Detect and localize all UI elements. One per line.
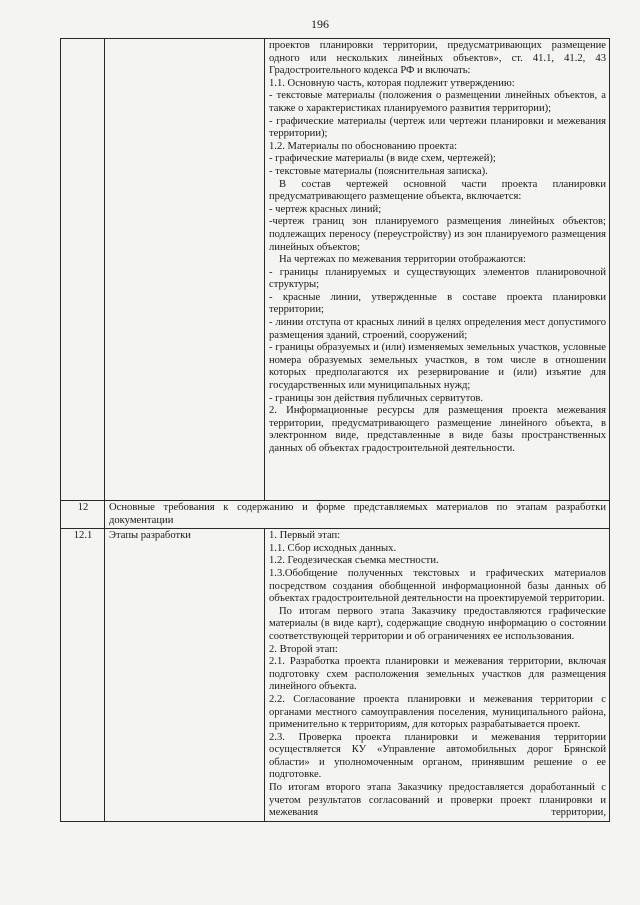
requirements-table [60, 38, 610, 822]
paragraph: - графические материалы (в виде схем, чертежей); [269, 153, 496, 165]
paragraph: 1.3.Обобщение полученных текстовых и графических материалов посредством создания обобщенной информационной базы данных об объектах градостроительной деятельности на проектируемой территории. [269, 567, 606, 605]
paragraph: - красные линии, утвержденные в составе проекта планировки территории; [269, 291, 606, 316]
paragraph: - границы планируемых и существующих элементов планировочной структуры; [269, 266, 606, 291]
paragraph: 1. Первый этап: [269, 530, 341, 542]
paragraph: 2. Второй этап: [269, 643, 338, 655]
row-number-cell: 12 [61, 501, 105, 529]
table-row-12-1 [61, 529, 610, 822]
paragraph: - границы образуемых и (или) изменяемых земельных участков, условные номера образуемых земельных участков, в том числе в отношении которых предполагаются их резервирование и (или) изъятие для государственных или муниципальных нужд; [269, 342, 606, 392]
paragraph: 2. Информационные ресурсы для размещения проекта межевания территории, предусматривающего размещение линейного объекта, в электронном виде, представленные в виде базы пространственных данных об объектах градостроительной деятельности. [269, 405, 606, 454]
row-content-cell [265, 529, 610, 822]
row-number-cell [61, 39, 105, 501]
paragraph: По итогам первого этапа Заказчику предоставляются графические материалы (в виде карт), содержащие сводную информацию о состоянии соответствующей территории и об ограничениях ее использования. [269, 605, 606, 642]
page-number: 196 [311, 17, 329, 31]
paragraph: 2.1. Разработка проекта планировки и межевания территории, включая подготовку схем расположения земельных участков для размещения линейного объекта. [269, 656, 606, 693]
paragraph: 1.1. Основную часть, которая подлежит утверждению: [269, 77, 515, 89]
paragraph: - графические материалы (чертеж или чертежи планировки и межевания территории); [269, 115, 606, 140]
paragraph: - текстовые материалы (пояснительная записка). [269, 165, 488, 177]
paragraph: В состав чертежей основной части проекта планировки предусматривающего размещение объекта, включается: [269, 178, 606, 203]
paragraph: 2.2. Согласование проекта планировки и межевания территории с органами местного самоуправления поселения, муниципального района, применительно к территориям, для которых разрабатывается проект. [269, 693, 606, 731]
paragraph: проектов планировки территории, предусматривающих размещение одного или нескольких линейных объектов», ст. 41.1, 41.2, 43 Градостроительного кодекса РФ и включать: [269, 40, 606, 77]
row-title-cell: Этапы разработки [105, 529, 265, 822]
table-row-12 [61, 501, 610, 529]
row-title-cell [105, 39, 265, 501]
paragraph: По итогам второго этапа Заказчику предоставляется доработанный с учетом результатов согласований и проверки проект планировки и межевания территории, [269, 782, 606, 819]
paragraph: 1.2. Геодезическая съемка местности. [269, 555, 439, 567]
row-number-cell: 12.1 [61, 529, 105, 822]
paragraph: - чертеж красных линий; [269, 203, 382, 215]
paragraph: -чертеж границ зон планируемого размещения линейных объектов; подлежащих переносу (переустройству) из зон планируемого размещения линейных объектов; [269, 216, 606, 253]
paragraph: 1.1. Сбор исходных данных. [269, 542, 397, 554]
paragraph: - линии отступа от красных линий в целях определения мест допустимого размещения зданий, строений, сооружений; [269, 317, 606, 341]
paragraph: - границы зон действия публичных сервитутов. [269, 392, 484, 404]
paragraph: На чертежах по межевания территории отображаются: [279, 254, 526, 266]
paragraph: 2.3. Проверка проекта планировки и межевания территории осуществляется КУ «Управление автомобильных дорог Брянской области» и уполномоченным органом, принявшим решение о ее подготовке. [269, 731, 606, 781]
paragraph: - текстовые материалы (положения о размещении линейных объектов, а также о характеристиках планируемого развития территории); [269, 90, 606, 114]
paragraph: 1.2. Материалы по обоснованию проекта: [269, 140, 458, 152]
section-heading: Основные требования к содержанию и форме представляемых материалов по этапам разработки документации [105, 501, 610, 529]
row-content-cell [265, 39, 610, 501]
table-row-continued [61, 39, 610, 501]
